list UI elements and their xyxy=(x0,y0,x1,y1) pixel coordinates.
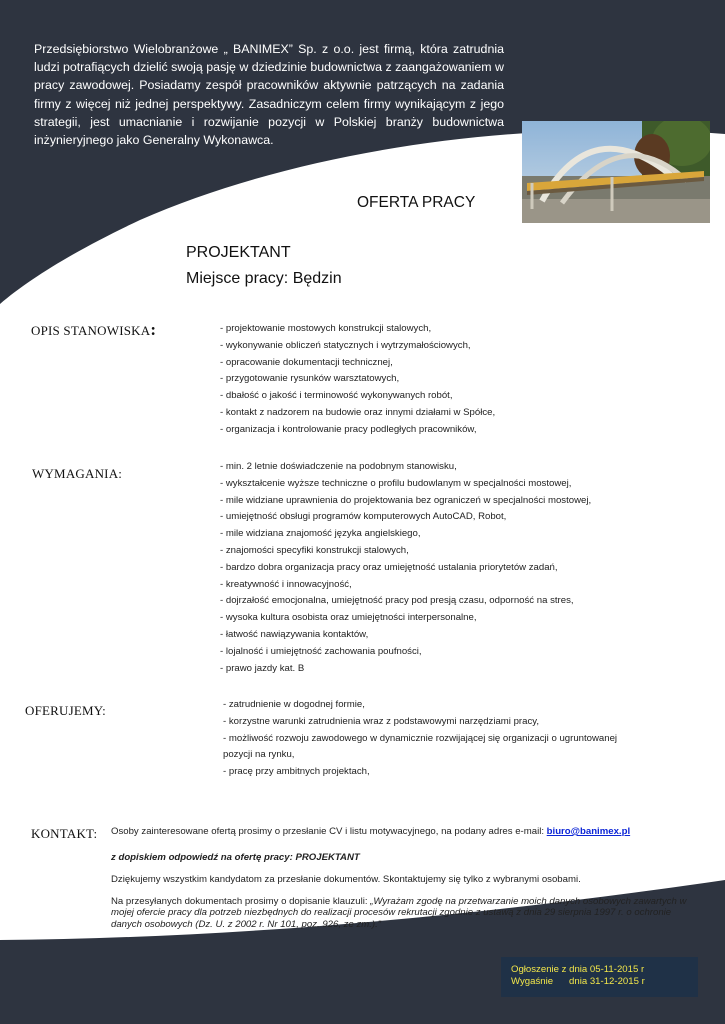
contact-block xyxy=(111,826,701,930)
list-item: - bardzo dobra organizacja pracy oraz umiejętność ustalania priorytetów zadań, xyxy=(220,561,558,573)
thanks-note: Dziękujemy wszystkim kandydatom za przesłanie dokumentów. Skontaktujemy się tylko z wybranymi osobami. xyxy=(111,874,581,885)
expiry-date: Wygaśnie dnia 31-12-2015 r xyxy=(511,975,645,987)
offer-label: OFERUJEMY: xyxy=(25,703,106,718)
list-item: - korzystne warunki zatrudnienia wraz z podstawowymi narzędziami pracy, xyxy=(223,715,540,727)
list-item: - organizacja i kontrolowanie pracy podległych pracowników, xyxy=(220,423,477,435)
description-label-colon: : xyxy=(150,320,157,339)
contact-instructions xyxy=(111,826,701,838)
list-item: - pracę przy ambitnych projektach, xyxy=(223,766,370,778)
gdpr-clause xyxy=(111,896,699,930)
list-item: - wykształcenie wyższe techniczne o profilu budowlanym w specjalności mostowej, xyxy=(220,477,572,489)
subject-note: z dopiskiem odpowiedź na ofertę pracy: PROJEKTANT xyxy=(111,852,360,863)
description-label-text: OPIS STANOWISKA xyxy=(31,323,151,338)
clause-intro: Na przesyłanych dokumentach prosimy o dopisanie klauzuli: xyxy=(111,896,368,907)
list-item: - mile widziane uprawnienia do projektowania bez ograniczeń w specjalności mostowej, xyxy=(220,494,592,506)
list-item: - kreatywność i innowacyjność, xyxy=(220,578,352,590)
list-item: - łatwość nawiązywania kontaktów, xyxy=(220,628,369,640)
list-item: - lojalność i umiejętność zachowania poufności, xyxy=(220,645,422,657)
company-intro: Przedsiębiorstwo Wielobranżowe „ BANIMEX” Sp. z o.o. jest firmą, która zatrudnia ludzi potrafiących dzielić swoją pasję w dziedzinie budownictwa z zaangażowaniem w pracy zawodowej. Posiadamy zespół pracowników aktywnie patrzących na zadania firmy z więcej niż jednej perspektywy. Zasadniczym celem firmy wynikającym z jego strategii, jest umacnianie i rozwijanie pozycji w Polskiej branży budownictwa inżynieryjnego jako Generalny Wykonawca. xyxy=(34,42,504,148)
list-item: - możliwość rozwoju zawodowego w dynamicznie rozwijającej się organizacji o ugruntowanej xyxy=(223,732,618,744)
description-label xyxy=(31,320,156,340)
list-item: - wysoka kultura osobista oraz umiejętności interpersonalne, xyxy=(220,612,477,624)
contact-label: KONTAKT: xyxy=(31,826,98,841)
list-item: - wykonywanie obliczeń statycznych i wytrzymałościowych, xyxy=(220,339,471,351)
list-item: - mile widziana znajomość języka angielskiego, xyxy=(220,528,421,540)
list-item: - prawo jazdy kat. B xyxy=(220,662,305,674)
offer-list xyxy=(223,697,617,781)
list-item: - min. 2 letnie doświadczenie na podobnym stanowisku, xyxy=(220,461,457,472)
description-list xyxy=(220,321,495,439)
contact-text: Osoby zainteresowane ofertą prosimy o przesłanie CV i listu motywacyjnego, na podany adres e-mail: xyxy=(111,826,544,837)
job-location: Miejsce pracy: Będzin xyxy=(186,270,342,287)
list-item: - znajomości specyfiki konstrukcji stalowych, xyxy=(220,544,409,556)
bridge-photo xyxy=(522,121,710,223)
list-item: pozycji na rynku, xyxy=(223,749,295,761)
list-item: - umiejętność obsługi programów komputerowych AutoCAD, Robot, xyxy=(220,511,507,523)
job-title: PROJEKTANT xyxy=(186,244,291,261)
list-item: - kontakt z nadzorem na budowie oraz innymi działami w Spółce, xyxy=(220,406,496,418)
list-item: - dojrzałość emocjonalna, umiejętność pracy pod presją czasu, odporność na stres, xyxy=(220,595,574,607)
email-link[interactable]: biuro@banimex.pl xyxy=(546,826,631,837)
requirements-list xyxy=(220,459,591,677)
list-item: - projektowanie mostowych konstrukcji stalowych, xyxy=(220,323,432,334)
list-item: - przygotowanie rysunków warsztatowych, xyxy=(220,373,400,385)
offer-heading: OFERTA PRACY xyxy=(357,194,476,211)
requirements-label: WYMAGANIA: xyxy=(32,466,123,481)
list-item: - zatrudnienie w dogodnej formie, xyxy=(223,699,365,710)
list-item: - opracowanie dokumentacji technicznej, xyxy=(220,356,393,368)
list-item: - dbałość o jakość i terminowość wykonywanych robót, xyxy=(220,390,453,402)
dates-box xyxy=(501,957,698,997)
announcement-date: Ogłoszenie z dnia 05-11-2015 r xyxy=(511,964,645,975)
clause-quote: „Wyrażam zgodę na przetwarzanie moich danych osobowych zawartych w mojej ofercie pracy dla potrzeb niezbędnych do realizacji procesów rekrutacji zgodnie z ustawą z dnia 29 sierpnia 1997 r. o ochronie danych osobowych (Dz. U. z 2002 r. Nr 101, poz. 926, ze zm.).” xyxy=(111,896,687,930)
